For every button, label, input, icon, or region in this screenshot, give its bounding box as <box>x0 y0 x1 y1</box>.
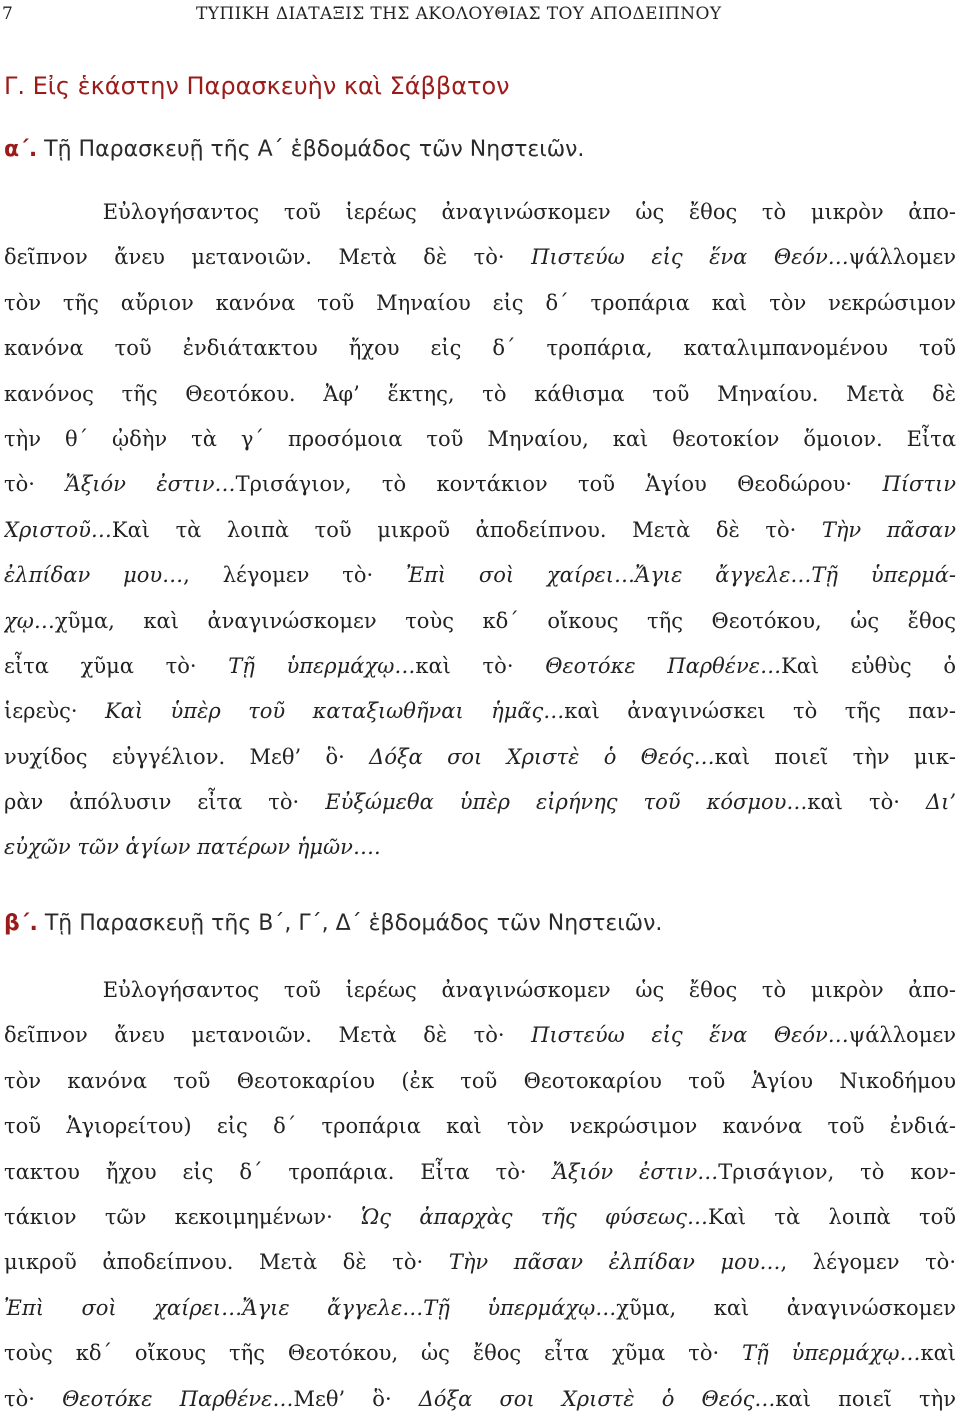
italic-quote: Τὴν πᾶσαν <box>821 517 956 542</box>
text-line <box>4 462 956 507</box>
text-run: Καὶ τὰ λοιπὰ τοῦ <box>708 1204 956 1229</box>
italic-quote: Εὐξώμεθα ὑπὲρ εἰρήνης τοῦ κόσμου… <box>325 790 808 815</box>
text-run: κανόνα τοῦ ἐνδιάτακτου ἤχου εἰς δ΄ τροπάρια, καταλιμπανομένου τοῦ <box>4 336 956 361</box>
text-run: ψάλλομεν <box>848 1023 956 1048</box>
text-run: χῦμα, καὶ ἀναγινώσκομεν τοὺς κδ΄ οἴκους τῆς Θεοτόκου, ὡς ἔθος <box>54 608 956 633</box>
italic-quote: χῳ… <box>4 608 55 633</box>
text-run: τὸ· <box>4 1386 63 1411</box>
text-run: Τρισάγιον, τὸ κον- <box>718 1159 956 1184</box>
italic-quote: Τὴν πᾶσαν ἐλπίδαν μου… <box>448 1250 781 1275</box>
italic-quote: Ἄξιόν ἐστιν… <box>552 1159 719 1184</box>
page-number: 7 <box>2 4 13 24</box>
section-heading: Γ. Εἰς ἑκάστην Παρασκευὴν καὶ Σάββατον <box>4 72 510 100</box>
text-run: νυχίδος εὐγγέλιον. Μεθ’ ὃ· <box>4 744 370 769</box>
text-line <box>4 968 956 1013</box>
part-b-heading-text: Τῇ Παρασκευῇ τῆς Β΄, Γ΄, Δ΄ ἑβδομάδος τῶν Νηστειῶν. <box>37 911 663 936</box>
text-line <box>4 1240 956 1285</box>
text-line <box>4 825 956 870</box>
part-b-text <box>4 968 956 1422</box>
text-run: καὶ ποιεῖ τὴν μικ- <box>714 744 956 769</box>
text-run: καὶ τὸ· <box>415 653 546 678</box>
text-run: τάκιον τῶν κεκοιμημένων· <box>4 1204 362 1229</box>
text-line <box>4 235 956 280</box>
text-run: Εὐλογήσαντος τοῦ ἱερέως ἀναγινώσκομεν ὡς ἔθος τὸ μικρὸν ἀπο- <box>4 978 956 1002</box>
text-run: Καὶ τὰ λοιπὰ τοῦ μικροῦ ἀποδείπνου. Μετὰ δὲ τὸ· <box>111 517 822 542</box>
running-head <box>0 2 960 26</box>
text-run: καὶ <box>920 1341 956 1366</box>
text-run: τακτου ἤχου εἰς δ΄ τροπάρια. Εἶτα τὸ· <box>4 1159 553 1184</box>
running-head-title: ΤΥΠΙΚΗ ΔΙΑΤΑΞΙΣ ΤΗΣ ΑΚΟΛΟΥΘΙΑΣ ΤΟΥ ΑΠΟΔΕΙΠΝΟΥ <box>196 4 722 24</box>
text-run: ρὰν ἀπόλυσιν εἶτα τὸ· <box>4 790 326 815</box>
text-run: , λέγομεν τὸ· <box>780 1250 956 1275</box>
text-line <box>4 599 956 644</box>
text-run: τὴν θ΄ ᾠδὴν τὰ γ΄ προσόμοια τοῦ Μηναίου, καὶ θεοτοκίον ὅμοιον. Εἶτα <box>4 426 956 451</box>
text-run: τὸ· <box>4 472 66 497</box>
part-b-number: β΄. <box>4 911 38 936</box>
text-line <box>4 1104 956 1149</box>
italic-quote: Τῇ ὑπερμάχῳ… <box>228 653 416 678</box>
text-run: τὸν τῆς αὔριον κανόνα τοῦ Μηναίου εἰς δ΄ τροπάρια καὶ τὸν νεκρώσιμον <box>4 290 956 315</box>
text-line <box>4 372 956 417</box>
italic-quote: Πίστιν <box>882 472 956 497</box>
text-line <box>4 780 956 825</box>
text-line <box>4 644 956 689</box>
text-run: χῦμα, καὶ ἀναγινώσκομεν <box>616 1295 956 1320</box>
text-run: εἶτα χῦμα τὸ· <box>4 653 229 678</box>
text-line <box>4 1195 956 1240</box>
italic-quote: Ἐπὶ σοὶ χαίρει…Ἄγιε ἄγγελε…Τῇ ὑπερμάχῳ… <box>4 1295 617 1320</box>
text-line <box>4 1150 956 1195</box>
text-run: ἱερεὺς· <box>4 699 105 724</box>
italic-quote: Ἄξιόν ἐστιν… <box>65 472 236 497</box>
italic-quote: ἐλπίδαν μου… <box>4 563 184 588</box>
text-run: Καὶ εὐθὺς ὁ <box>781 653 956 678</box>
italic-quote: Πιστεύω εἰς ἕνα Θεόν… <box>531 245 849 270</box>
text-run: Τρισάγιον, τὸ κοντάκιον τοῦ Ἁγίου Θεοδώρου· <box>235 472 883 497</box>
italic-quote: Δόξα σοι Χριστὲ ὁ Θεός… <box>369 744 715 769</box>
text-run: μικροῦ ἀποδείπνου. Μετὰ δὲ τὸ· <box>4 1250 449 1275</box>
italic-quote: Ἐπὶ σοὶ χαίρει…Ἄγιε ἄγγελε…Τῇ ὑπερμά- <box>406 563 956 588</box>
text-line <box>4 553 956 598</box>
text-line <box>4 1013 956 1058</box>
italic-quote: Χριστοῦ… <box>4 517 112 542</box>
italic-quote: Δι’ <box>925 790 956 815</box>
text-line <box>4 689 956 734</box>
text-line <box>4 1059 956 1104</box>
text-line <box>4 508 956 553</box>
text-run: καὶ τὸ· <box>807 790 926 815</box>
text-run: ψάλλομεν <box>848 245 956 270</box>
text-run: κανόνος τῆς Θεοτόκου. Ἀφ’ ἕκτης, τὸ κάθισμα τοῦ Μηναίου. Μετὰ δὲ <box>4 381 956 406</box>
part-a-heading-text: Τῇ Παρασκευῇ τῆς Α΄ ἑβδομάδος τῶν Νηστειῶν. <box>37 137 585 162</box>
text-run: καὶ ἀναγινώσκει τὸ τῆς παν- <box>564 699 956 724</box>
italic-quote: εὐχῶν τῶν ἁγίων πατέρων ἡμῶν…. <box>4 835 381 860</box>
italic-quote: Δόξα σοι Χριστὲ ὁ Θεός… <box>418 1386 776 1411</box>
text-run: τὸν κανόνα τοῦ Θεοτοκαρίου (ἐκ τοῦ Θεοτοκαρίου τοῦ Ἁγίου Νικοδήμου <box>4 1068 956 1093</box>
text-line <box>4 190 956 235</box>
text-line <box>4 1286 956 1331</box>
text-run: δεῖπνον ἄνευ μετανοιῶν. Μετὰ δὲ τὸ· <box>4 245 532 270</box>
part-b-heading <box>4 906 662 942</box>
italic-quote: Θεοτόκε Παρθένε… <box>545 653 782 678</box>
italic-quote: Καὶ ὑπὲρ τοῦ καταξιωθῆναι ἡμᾶς… <box>104 699 565 724</box>
text-run: , λέγομεν τὸ· <box>183 563 407 588</box>
text-run: τοὺς κδ΄ οἴκους τῆς Θεοτόκου, ὡς ἔθος εἶτα χῦμα τὸ· <box>4 1341 743 1366</box>
text-run: δεῖπνον ἄνευ μετανοιῶν. Μετὰ δὲ τὸ· <box>4 1023 532 1048</box>
text-line <box>4 417 956 462</box>
italic-quote: Πιστεύω εἰς ἕνα Θεόν… <box>531 1023 849 1048</box>
text-run: Εὐλογήσαντος τοῦ ἱερέως ἀναγινώσκομεν ὡς ἔθος τὸ μικρὸν ἀπο- <box>4 200 956 224</box>
text-line <box>4 1331 956 1376</box>
part-a-number: α΄. <box>4 137 38 162</box>
text-run: Μεθ’ ὃ· <box>293 1386 419 1411</box>
part-a-heading <box>4 132 584 168</box>
italic-quote: Ὡς ἀπαρχὰς τῆς φύσεως… <box>361 1204 709 1229</box>
text-line <box>4 735 956 780</box>
part-a-text <box>4 190 956 871</box>
text-run: καὶ ποιεῖ τὴν <box>775 1386 956 1411</box>
italic-quote: Τῇ ὑπερμάχῳ… <box>742 1341 921 1366</box>
italic-quote: Θεοτόκε Παρθένε… <box>62 1386 294 1411</box>
text-line <box>4 1377 956 1422</box>
text-line <box>4 281 956 326</box>
text-run: τοῦ Ἁγιορείτου) εἰς δ΄ τροπάρια καὶ τὸν νεκρώσιμον κανόνα τοῦ ἐνδιά- <box>4 1114 956 1139</box>
text-line <box>4 326 956 371</box>
